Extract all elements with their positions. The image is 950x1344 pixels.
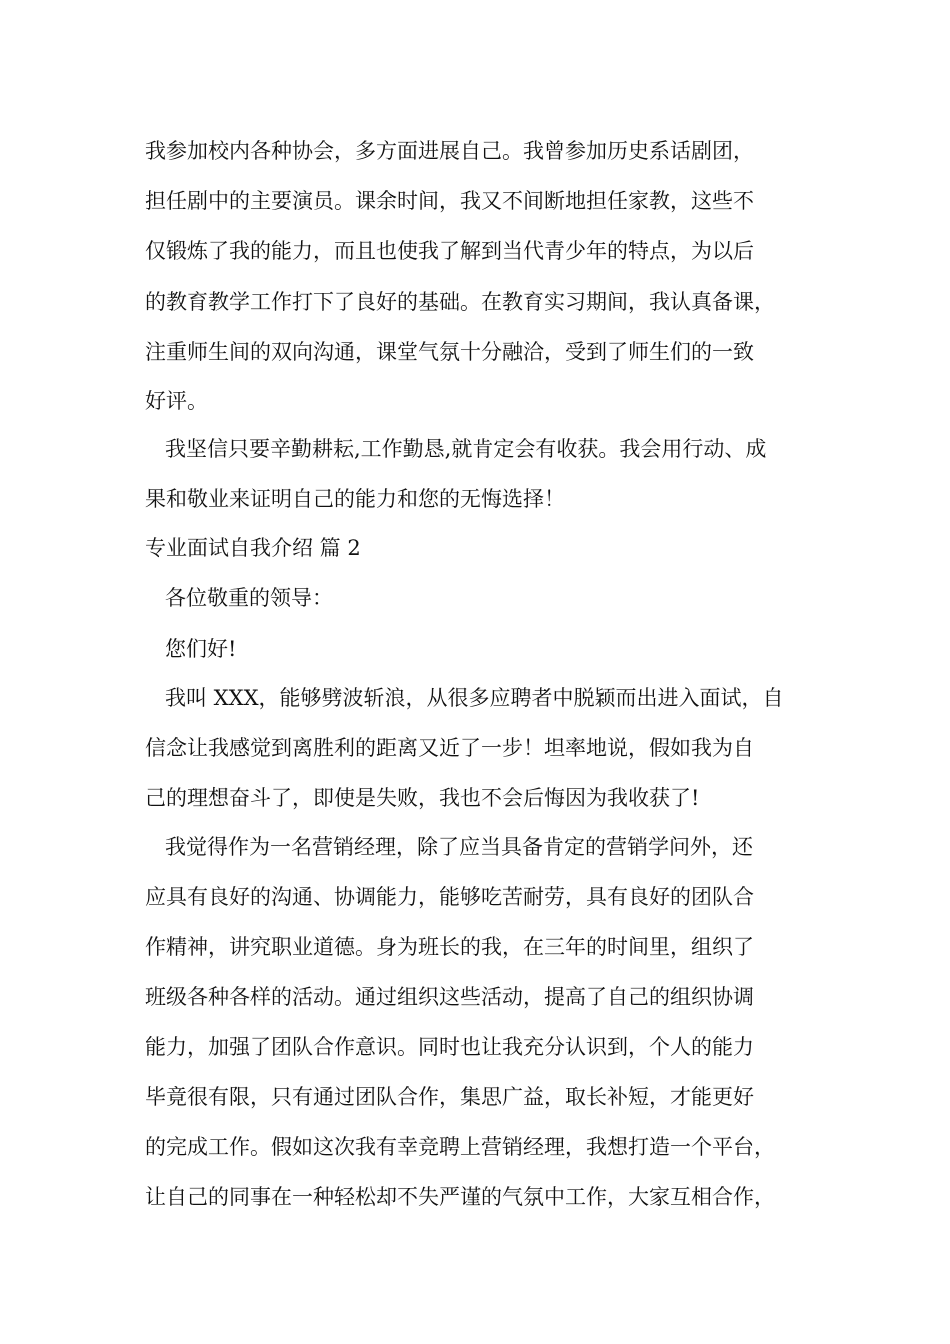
text-line: 注重师生间的双向沟通，课堂气氛十分融洽，受到了师生们的一致	[145, 340, 754, 364]
text-line: 果和敬业来证明自己的能力和您的无悔选择！	[145, 487, 565, 511]
text-line: 担任剧中的主要演员。课余时间，我又不间断地担任家教，这些不	[145, 189, 754, 213]
text-line: 毕竟很有限，只有通过团队合作，集思广益，取长补短，才能更好	[145, 1085, 754, 1109]
text-line: 己的理想奋斗了，即使是失败，我也不会后悔因为我收获了!	[145, 786, 700, 810]
text-line: 仅锻炼了我的能力，而且也使我了解到当代青少年的特点，为以后	[145, 239, 754, 263]
salutation: 各位敬重的领导：	[165, 586, 333, 610]
text-line: 我参加校内各种协会，多方面进展自己。我曾参加历史系话剧团，	[145, 139, 754, 163]
text-line: 我坚信只要辛勤耕耘,工作勤恳,就肯定会有收获。我会用行动、成	[165, 437, 767, 461]
greeting: 您们好!	[165, 637, 237, 661]
text-line: 的完成工作。假如这次我有幸竞聘上营销经理，我想打造一个平台，	[145, 1135, 775, 1159]
text-line: 我觉得作为一名营销经理，除了应当具备肯定的营销学问外，还	[165, 835, 753, 859]
text-line: 应具有良好的沟通、协调能力，能够吃苦耐劳，具有良好的团队合	[145, 885, 754, 909]
text-line: 作精神，讲究职业道德。身为班长的我，在三年的时间里，组织了	[145, 935, 754, 959]
section-heading: 专业面试自我介绍 篇 2	[145, 536, 361, 560]
text-line: 信念让我感觉到离胜利的距离又近了一步！坦率地说，假如我为自	[145, 736, 754, 760]
text-line: 能力，加强了团队合作意识。同时也让我充分认识到，个人的能力	[145, 1035, 754, 1059]
text-line: 班级各种各样的活动。通过组织这些活动，提高了自己的组织协调	[145, 985, 754, 1009]
text-line: 我叫 XXX，能够劈波斩浪，从很多应聘者中脱颖而出进入面试，自	[165, 686, 784, 710]
text-line: 的教育教学工作打下了良好的基础。在教育实习期间，我认真备课，	[145, 290, 775, 314]
text-line: 让自己的同事在一种轻松却不失严谨的气氛中工作，大家互相合作，	[145, 1185, 775, 1209]
text-line: 好评。	[145, 389, 208, 413]
